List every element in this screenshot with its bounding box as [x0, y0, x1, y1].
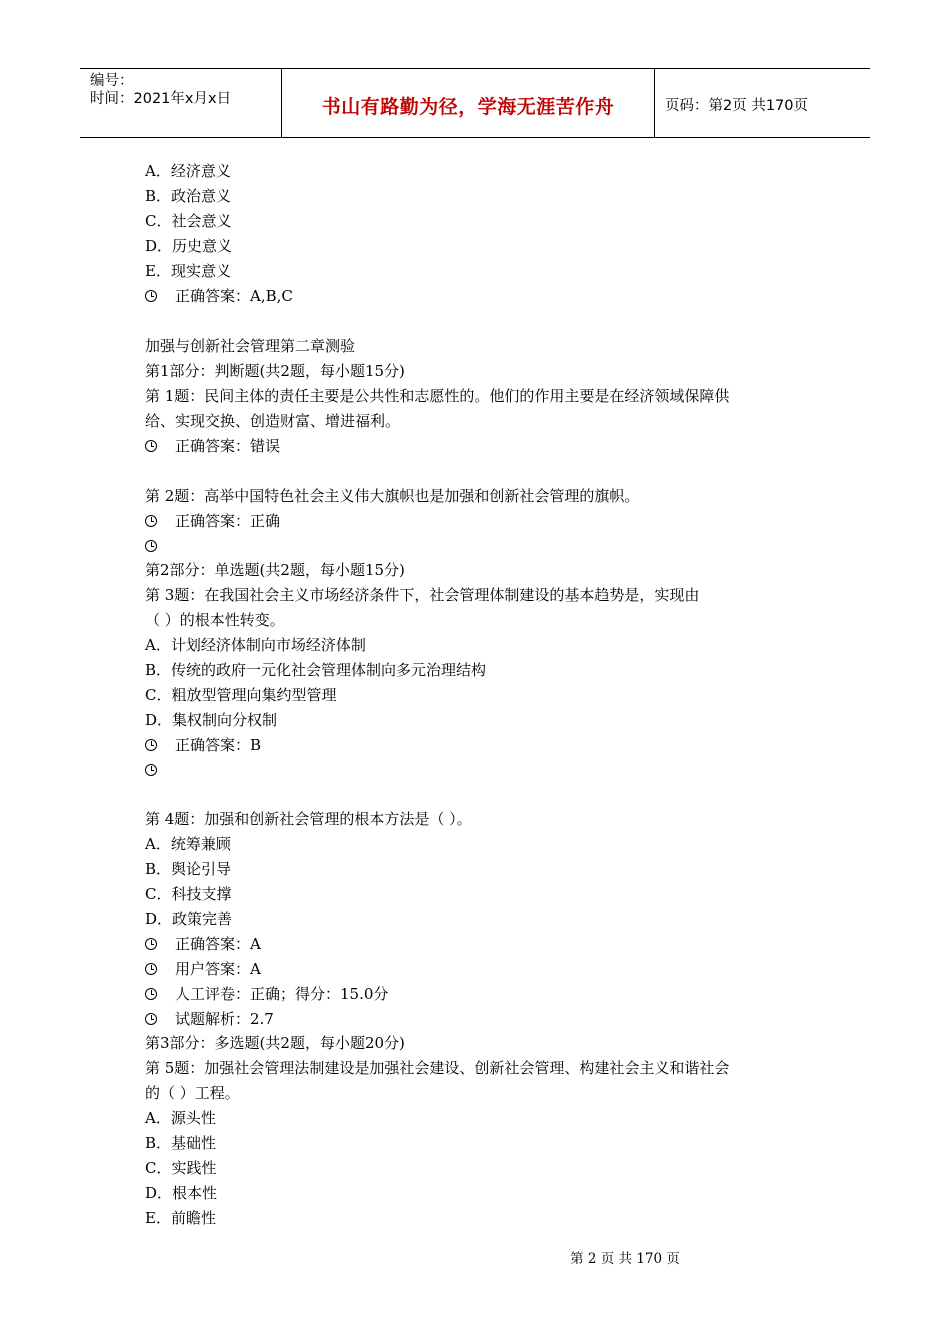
empty-marker-line	[145, 536, 175, 556]
answer-text: 正确答案：A	[175, 935, 261, 953]
part-heading: 第2部分：单选题(共2题，每小题15分)	[145, 561, 405, 579]
user-answer-line	[145, 959, 261, 979]
option-line: A．经济意义	[145, 162, 231, 180]
analysis-text: 试题解析：2.7	[175, 1010, 274, 1028]
analysis-line	[145, 1009, 274, 1029]
answer-text: 正确答案：B	[175, 736, 262, 754]
grading-text: 人工评卷：正确；得分：15.0分	[175, 985, 389, 1003]
option-line: B．基础性	[145, 1134, 217, 1152]
header-left-cell	[80, 69, 282, 137]
clock-icon	[145, 988, 157, 1000]
answer-text: 正确答案：错误	[175, 437, 281, 455]
clock-icon	[145, 938, 157, 950]
time-label: 时间：2021年x月x日	[90, 91, 232, 107]
option-line: B．舆论引导	[145, 860, 232, 878]
clock-icon	[145, 764, 157, 776]
answer-text: 正确答案：正确	[175, 512, 281, 530]
part-heading: 第3部分：多选题(共2题，每小题20分)	[145, 1034, 405, 1052]
option-line: D．根本性	[145, 1184, 218, 1202]
clock-icon	[145, 963, 157, 975]
answer-line	[145, 286, 293, 306]
option-line: A．统筹兼顾	[145, 835, 231, 853]
page-footer	[0, 1247, 950, 1267]
code-label: 编号：	[90, 73, 134, 89]
option-line: D．历史意义	[145, 237, 233, 255]
clock-icon	[145, 290, 157, 302]
clock-icon	[145, 739, 157, 751]
answer-line	[145, 735, 261, 755]
grading-line	[145, 984, 388, 1004]
option-line: E．现实意义	[145, 262, 231, 280]
clock-icon	[145, 440, 157, 452]
question-line: 给、实现交换、创造财富、增进福利。	[145, 412, 401, 430]
option-line: C．社会意义	[145, 212, 232, 230]
question-line: 的（ ）工程。	[145, 1084, 240, 1102]
option-line: D．集权制向分权制	[145, 711, 278, 729]
clock-icon	[145, 1013, 157, 1025]
answer-line	[145, 511, 280, 531]
motto: 书山有路勤为径，学海无涯苦作舟	[321, 96, 615, 118]
option-line: A．源头性	[145, 1109, 216, 1127]
question-line: 第 3题：在我国社会主义市场经济条件下，社会管理体制建设的基本趋势是，实现由	[145, 586, 700, 604]
header-mid-cell	[282, 69, 655, 137]
question-line: 第 2题：高举中国特色社会主义伟大旗帜也是加强和创新社会管理的旗帜。	[145, 487, 640, 505]
question-line: 第 5题：加强社会管理法制建设是加强社会建设、创新社会管理、构建社会主义和谐社会	[145, 1059, 730, 1077]
question-line: 第 1题：民间主体的责任主要是公共性和志愿性的。他们的作用主要是在经济领域保障供	[145, 387, 730, 405]
option-line: C．粗放型管理向集约型管理	[145, 686, 337, 704]
section-title: 加强与创新社会管理第二章测验	[145, 337, 356, 355]
option-line: E．前瞻性	[145, 1209, 216, 1227]
answer-line	[145, 934, 261, 954]
answer-line	[145, 436, 280, 456]
page-header	[80, 68, 870, 138]
part-heading: 第1部分：判断题(共2题，每小题15分)	[145, 362, 405, 380]
user-answer-text: 用户答案：A	[175, 960, 261, 978]
option-line: A．计划经济体制向市场经济体制	[145, 636, 366, 654]
option-line: C．实践性	[145, 1159, 217, 1177]
option-line: B．政治意义	[145, 187, 232, 205]
page-info: 页码：第2页 共170页	[665, 98, 809, 114]
header-right-cell	[655, 69, 870, 137]
answer-text: 正确答案：A,B,C	[175, 287, 293, 305]
clock-icon	[145, 540, 157, 552]
question-line: 第 4题：加强和创新社会管理的根本方法是（ ）。	[145, 810, 472, 828]
empty-marker-line	[145, 760, 175, 780]
question-line: （ ）的根本性转变。	[145, 611, 285, 629]
footer-page-number: 第 2 页 共 170 页	[570, 1251, 680, 1267]
clock-icon	[145, 515, 157, 527]
option-line: B．传统的政府一元化社会管理体制向多元治理结构	[145, 661, 487, 679]
option-line: D．政策完善	[145, 910, 233, 928]
option-line: C．科技支撑	[145, 885, 232, 903]
